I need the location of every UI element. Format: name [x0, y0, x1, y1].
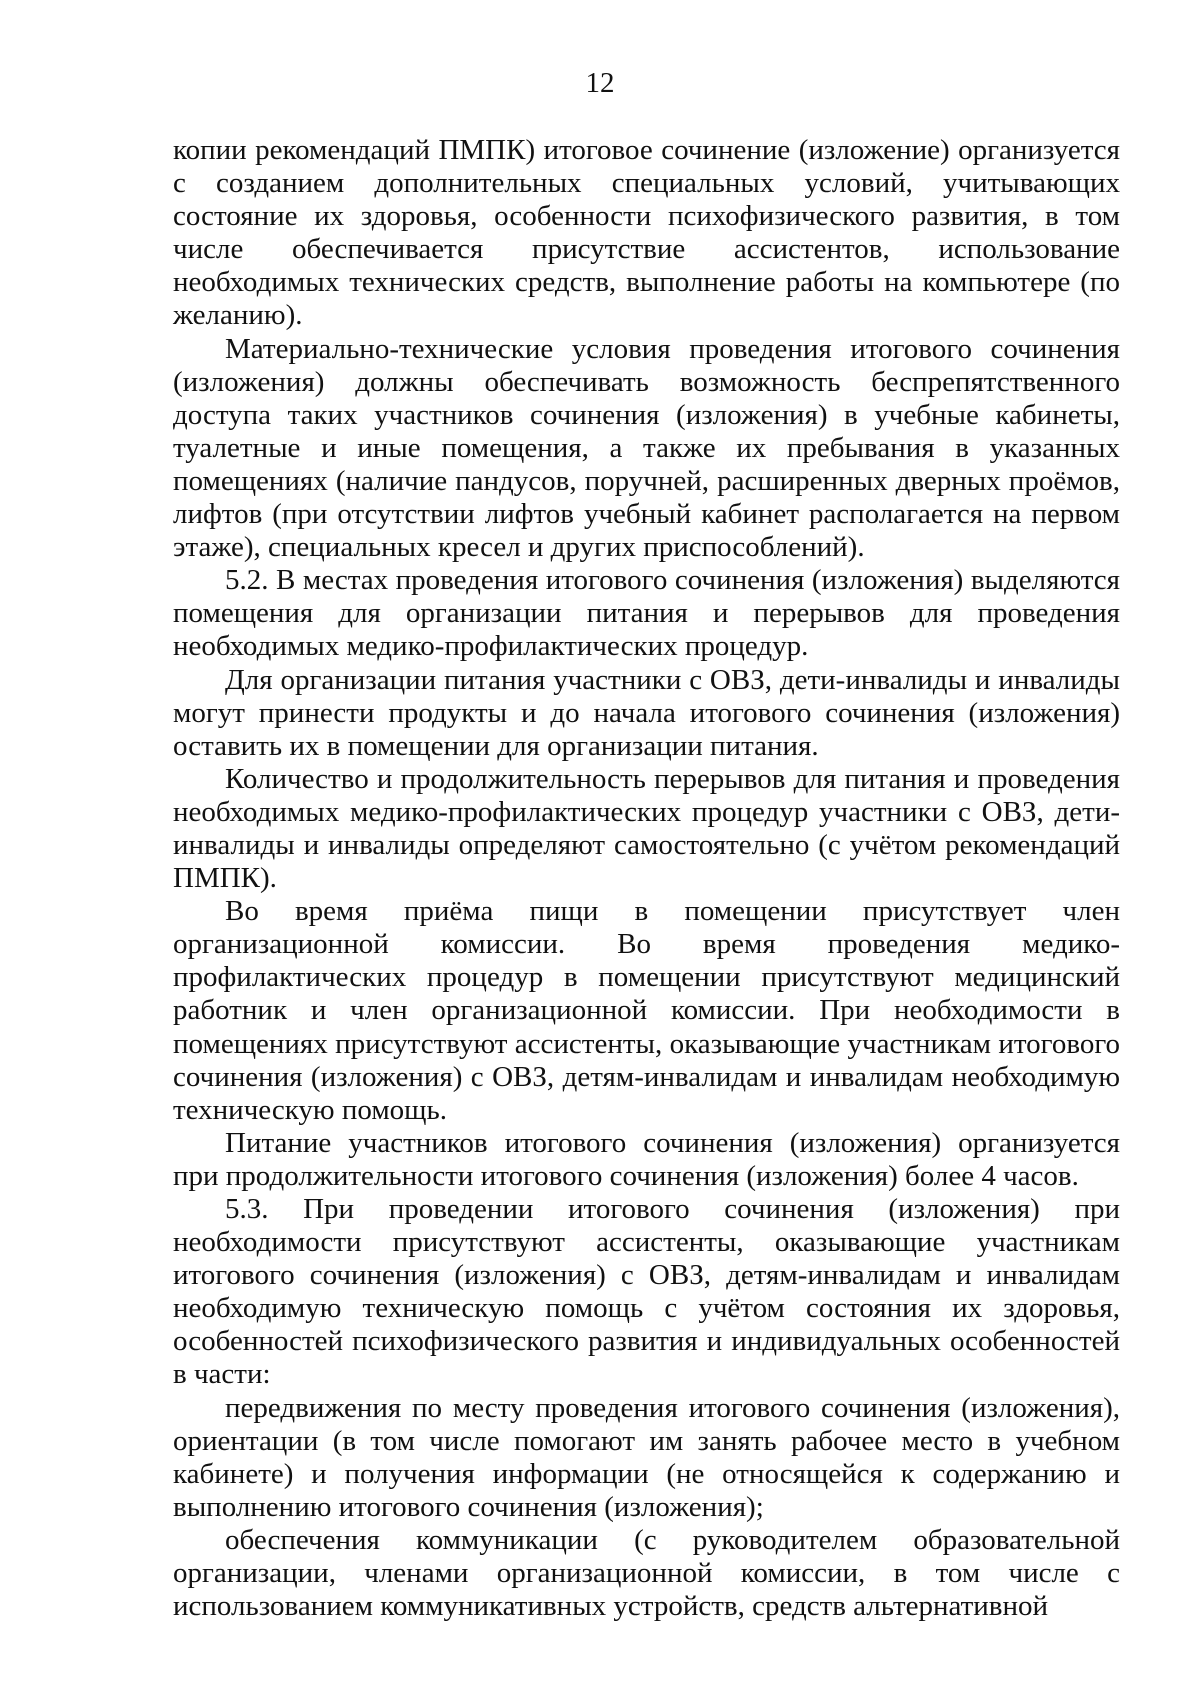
paragraph: Питание участников итогового сочинения (изложения) организуется при продолжительности итогового сочинения (изложения) более 4 часов. [173, 1126, 1120, 1192]
paragraph: Во время приёма пищи в помещении присутствует член организационной комиссии. Во время проведения медико-профилактических процедур в помещении присутствуют медицинский работник и член организационной комиссии. При необходимости в помещениях присутствуют ассистенты, оказывающие участникам итогового сочинения (изложения) с ОВЗ, детям-инвалидам и инвалидам необходимую техническую помощь. [173, 895, 1120, 1126]
paragraph: Для организации питания участники с ОВЗ, дети-инвалиды и инвалиды могут принести продукты и до начала итогового сочинения (изложения) оставить их в помещении для организации питания. [173, 663, 1120, 762]
paragraph: Количество и продолжительность перерывов для питания и проведения необходимых медико-профилактических процедур участники с ОВЗ, дети-инвалиды и инвалиды определяют самостоятельно (с учётом рекомендаций ПМПК). [173, 762, 1120, 895]
paragraph: обеспечения коммуникации (с руководителем образовательной организации, членами организационной комиссии, в том числе с использованием коммуникативных устройств, средств альтернативной [173, 1523, 1120, 1623]
paragraph-continuation: копии рекомендаций ПМПК) итоговое сочинение (изложение) организуется с созданием дополнительных специальных условий, учитывающих состояние их здоровья, особенности психофизического развития, в том числе обеспечивается присутствие ассистентов, использование необходимых технических средств, выполнение работы на компьютере (по желанию). [173, 134, 1120, 332]
paragraph: Материально-технические условия проведения итогового сочинения (изложения) должны обеспечивать возможность беспрепятственного доступа таких участников сочинения (изложения) в учебные кабинеты, туалетные и иные помещения, а также их пребывания в указанных помещениях (наличие пандусов, поручней, расширенных дверных проёмов, лифтов (при отсутствии лифтов учебный кабинет располагается на первом этаже), специальных кресел и других приспособлений). [173, 332, 1120, 564]
paragraph-5-2: 5.2. В местах проведения итогового сочинения (изложения) выделяются помещения для организации питания и перерывов для проведения необходимых медико-профилактических процедур. [173, 564, 1120, 663]
page-number: 12 [585, 67, 615, 99]
paragraph-5-3: 5.3. При проведении итогового сочинения (изложения) при необходимости присутствуют ассистенты, оказывающие участникам итогового сочинения (изложения) с ОВЗ, детям-инвалидам и инвалидам необходимую техническую помощь с учётом состояния их здоровья, особенностей психофизического развития и индивидуальных особенностей в части: [173, 1193, 1120, 1391]
document-body [173, 134, 1120, 1623]
paragraph: передвижения по месту проведения итогового сочинения (изложения), ориентации (в том числе помогают им занять рабочее место в учебном кабинете) и получения информации (не относящейся к содержанию и выполнению итогового сочинения (изложения); [173, 1391, 1120, 1523]
